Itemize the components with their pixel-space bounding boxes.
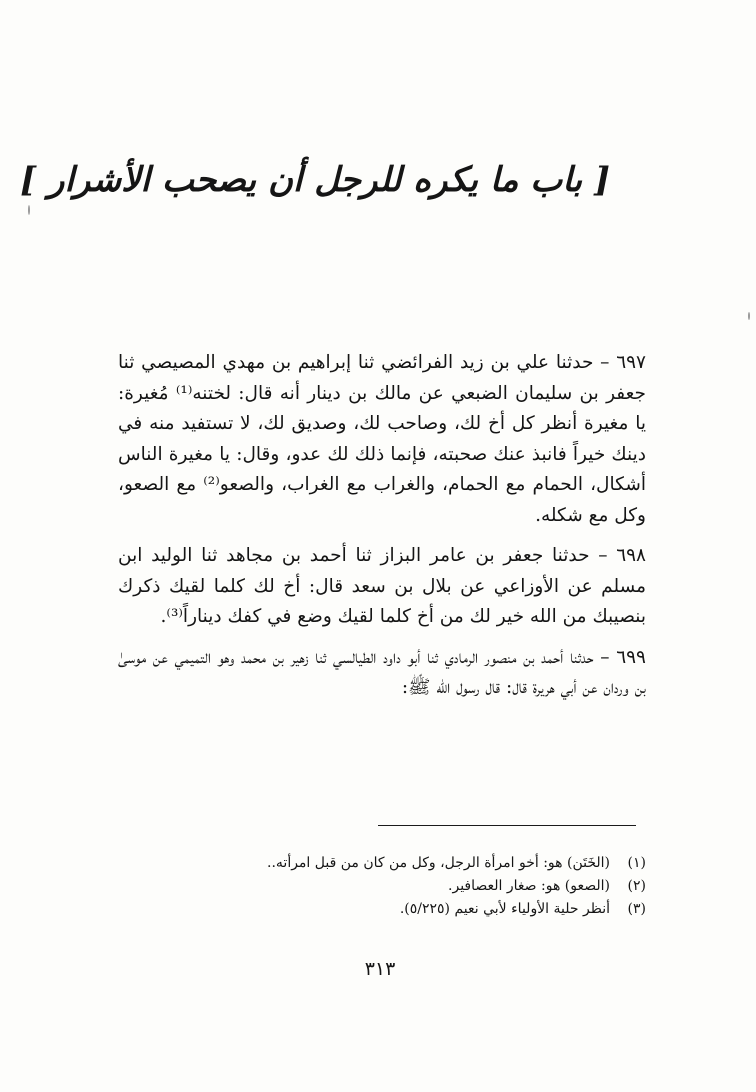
footnote-number: (٢) [627,878,646,894]
chapter-title: [ باب ما يكره للرجل أن يصحب الأشرار ] [20,160,610,200]
hadith-paragraph-697: ٦٩٧ – حدثنا علي بن زيد الفرائضي ثنا إبراهيم بن مهدي المصيصي ثنا جعفر بن سليمان الضبعي عن مالك بن دينار أنه قال: لختنه⁽¹⁾ مُغيرة: يا مغيرة أنظر كل أخ لك، وصاحب لك، وصديق لك، لا تستفيد منه في دينك خيراً فانبذ عنك صحبته، فإنما ذلك لك عدو، وقال: يا مغيرة الناس أشكال، الحمام مع الحمام، والغراب مع الغراب، والصعو⁽²⁾ مع الصعو، وكل مع شكله. [118,352,646,526]
hadith-paragraph-698: ٦٩٨ – حدثنا جعفر بن عامر البزاز ثنا أحمد بن مجاهد ثنا الوليد ابن مسلم عن الأوزاعي عن بلال بن سعد قال: أخ لك كلما لقيك ذكرك بنصيبك من الله خير لك من أخ كلما لقيك وضع في كفك ديناراً⁽³⁾. [118,545,646,627]
footnote-number: (٣) [627,901,646,917]
scan-speck [748,312,750,320]
scan-speck [28,205,30,215]
footnote-number: (١) [627,855,646,871]
footnote-separator [378,825,636,826]
hadith-paragraph-699: ٦٩٩ – حدثنا أحمد بن منصور الرمادي ثنا أبو داود الطيالسي ثنا زهير بن محمد وهو التميمي عن موسىٰ بن وردان عن أبي هريرة قال: قال رسول الله ﷺ: [118,646,646,698]
footnote-item [118,898,646,921]
page-number: ٣١٣ [364,958,396,980]
footnote-text: (الصعو) هو: صغار العصافير. [448,878,610,894]
footnotes [118,852,646,921]
body-text [118,348,646,710]
footnote-text: (الخَتَن) هو: أخو امرأة الرجل، وكل من كان من قبل امرأته.. [267,855,610,871]
footnote-text: أنظر حلية الأولياء لأبي نعيم (٥/٢٢٥). [399,901,610,917]
footnote-item [118,875,646,898]
footnote-item [118,852,646,875]
